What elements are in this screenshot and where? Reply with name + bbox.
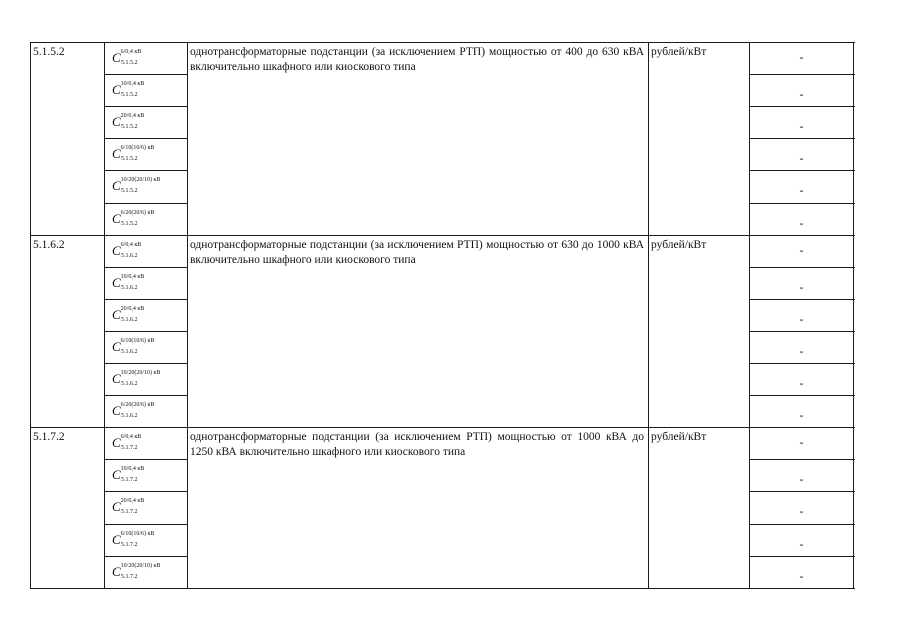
symbol-cell-border <box>104 138 187 139</box>
rate-voltage-superscript: 6/10(10/6) кВ <box>120 530 155 537</box>
rate-value: - <box>799 408 804 423</box>
symbol-cell-border <box>104 524 187 525</box>
rate-value: - <box>799 472 804 487</box>
symbol-cell-border <box>104 556 187 557</box>
rate-code-subscript: 5.1.5.2 <box>121 60 138 66</box>
value-cell-border <box>749 203 855 204</box>
rate-value: - <box>799 536 804 551</box>
rate-value: - <box>799 376 804 390</box>
rate-code-subscript: 5.1.6.2 <box>121 413 138 420</box>
rate-symbol <box>112 500 182 516</box>
rate-value: - <box>799 183 804 198</box>
symbol-column-border <box>187 42 188 589</box>
rate-code-subscript: 5.1.6.2 <box>121 284 138 291</box>
rate-value: - <box>799 568 804 583</box>
rate-symbol-letter: C <box>112 499 121 515</box>
value-cell-border <box>749 299 855 300</box>
symbol-cell-border <box>104 491 187 492</box>
symbol-cell-border <box>104 299 187 300</box>
rate-voltage-superscript: 6/0,4 кВ <box>120 49 142 55</box>
rate-symbol-letter: C <box>112 210 121 226</box>
description-column-border <box>648 42 649 589</box>
row-unit: рублей/кВт <box>651 46 707 58</box>
rate-voltage-superscript: 6/0,4 кВ <box>120 241 142 248</box>
rate-voltage-superscript: 10/0,4 кВ <box>120 466 145 473</box>
rate-symbol <box>112 337 182 356</box>
rate-symbol-letter: C <box>112 50 121 65</box>
rate-symbol-letter: C <box>112 531 121 547</box>
rate-voltage-superscript: 6/0,4 кВ <box>120 434 142 441</box>
row-code: 5.1.7.2 <box>33 431 65 444</box>
rate-code-subscript: 5.1.5.2 <box>121 220 138 227</box>
rate-voltage-superscript: 10/0,4 кВ <box>120 81 145 88</box>
rate-symbol <box>112 241 182 260</box>
rate-code-subscript: 5.1.6.2 <box>121 381 138 387</box>
rate-symbol <box>112 273 182 292</box>
rate-symbol <box>112 530 182 549</box>
symbol-cell-border <box>104 459 187 460</box>
table-left-border <box>30 42 31 589</box>
rate-symbol <box>112 179 182 195</box>
table-bottom-border <box>30 588 855 589</box>
rate-symbol-letter: C <box>112 274 121 290</box>
row-description: однотрансформаторные подстанции (за исключением РТП) мощностью от 630 до 1000 кВА включительно шкафного или киоскового типа <box>190 238 644 266</box>
row-description: однотрансформаторные подстанции (за исключением РТП) мощностью от 400 до 630 кВА включительно шкафного или киоскового типа <box>190 46 644 73</box>
rate-symbol <box>112 115 182 131</box>
rate-code-subscript: 5.1.5.2 <box>121 188 138 195</box>
value-column-border <box>853 42 854 589</box>
rate-voltage-superscript: 10/20(20/10) кВ <box>120 562 161 569</box>
rate-voltage-superscript: 20/0,4 кВ <box>120 498 145 505</box>
rate-symbol-letter: C <box>112 403 121 419</box>
group-border <box>30 427 855 428</box>
rate-voltage-superscript: 6/20(20/6) кВ <box>120 209 155 216</box>
rate-symbol-letter: C <box>112 338 121 354</box>
rate-code-subscript: 5.1.7.2 <box>121 477 138 484</box>
symbol-cell-border <box>104 395 187 396</box>
table-top-border <box>30 42 855 43</box>
rate-symbol-letter: C <box>112 467 121 483</box>
rate-voltage-superscript: 6/10(10/6) кВ <box>120 337 155 344</box>
value-cell-border <box>749 491 855 492</box>
rate-value: - <box>799 311 804 326</box>
rate-symbol <box>112 436 182 452</box>
symbol-cell-border <box>104 267 187 268</box>
code-column-border <box>104 42 105 589</box>
rate-code-subscript: 5.1.6.2 <box>121 252 138 259</box>
rate-value: - <box>799 119 804 134</box>
rate-symbol <box>112 83 182 99</box>
value-cell-border <box>749 556 855 557</box>
value-cell-border <box>749 395 855 396</box>
rate-value: - <box>799 343 804 358</box>
value-cell-border <box>749 331 855 332</box>
rate-symbol-letter: C <box>112 178 121 194</box>
rate-symbol-letter: C <box>112 435 121 451</box>
rate-symbol-letter: C <box>112 563 121 579</box>
rate-value: - <box>799 435 804 450</box>
value-cell-border <box>749 524 855 525</box>
rate-code-subscript: 5.1.5.2 <box>121 124 138 131</box>
value-cell-border <box>749 363 855 364</box>
rate-code-subscript: 5.1.7.2 <box>121 445 138 452</box>
rate-code-subscript: 5.1.7.2 <box>121 541 138 548</box>
rate-symbol-letter: C <box>112 242 121 258</box>
symbol-cell-border <box>104 363 187 364</box>
value-cell-border <box>749 74 855 75</box>
rate-symbol-letter: C <box>112 114 121 130</box>
symbol-cell-border <box>104 203 187 204</box>
group-border <box>30 235 855 236</box>
rate-value: - <box>799 151 804 166</box>
value-cell-border <box>749 459 855 460</box>
rate-symbol <box>112 51 182 67</box>
value-cell-border <box>749 267 855 268</box>
row-code: 5.1.6.2 <box>33 238 65 251</box>
rate-symbol <box>112 404 182 420</box>
rate-code-subscript: 5.1.6.2 <box>121 316 138 323</box>
rate-value: - <box>799 242 804 257</box>
rate-symbol <box>112 562 182 581</box>
rate-voltage-superscript: 10/0,4 кВ <box>120 273 145 280</box>
row-unit: рублей/кВт <box>651 431 707 444</box>
symbol-cell-border <box>104 74 187 75</box>
rate-symbol <box>112 147 182 163</box>
rate-code-subscript: 5.1.5.2 <box>121 156 138 163</box>
rate-voltage-superscript: 10/20(20/10) кВ <box>120 370 161 376</box>
rate-symbol-letter: C <box>112 306 121 322</box>
rate-symbol <box>112 305 182 324</box>
rate-value: - <box>799 279 804 294</box>
rate-symbol-letter: C <box>112 146 121 162</box>
rate-voltage-superscript: 20/0,4 кВ <box>120 113 145 120</box>
rate-value: - <box>799 87 804 102</box>
symbol-cell-border <box>104 170 187 171</box>
rate-voltage-superscript: 10/20(20/10) кВ <box>120 177 161 184</box>
value-cell-border <box>749 170 855 171</box>
value-cell-border <box>749 138 855 139</box>
row-unit: рублей/кВт <box>651 238 707 251</box>
rate-value: - <box>799 215 804 230</box>
symbol-cell-border <box>104 106 187 107</box>
row-description: однотрансформаторные подстанции (за исключением РТП) мощностью от 1000 кВА до 1250 кВА включительно шкафного или киоскового типа <box>190 431 644 459</box>
rate-symbol <box>112 209 182 228</box>
rate-value: - <box>799 504 804 519</box>
rate-symbol <box>112 372 182 388</box>
rate-code-subscript: 5.1.5.2 <box>121 92 138 99</box>
rate-voltage-superscript: 20/0,4 кВ <box>120 305 145 312</box>
rate-voltage-superscript: 6/20(20/6) кВ <box>120 402 155 409</box>
value-cell-border <box>749 106 855 107</box>
symbol-cell-border <box>104 331 187 332</box>
rate-code-subscript: 5.1.7.2 <box>121 509 138 516</box>
row-code: 5.1.5.2 <box>33 46 65 58</box>
rate-symbol-letter: C <box>112 82 121 98</box>
rate-voltage-superscript: 6/10(10/6) кВ <box>120 145 155 152</box>
rate-symbol <box>112 468 182 484</box>
rate-value: - <box>799 50 804 64</box>
rate-symbol-letter: C <box>112 371 121 386</box>
rate-code-subscript: 5.1.7.2 <box>121 573 138 580</box>
rate-code-subscript: 5.1.6.2 <box>121 348 138 355</box>
